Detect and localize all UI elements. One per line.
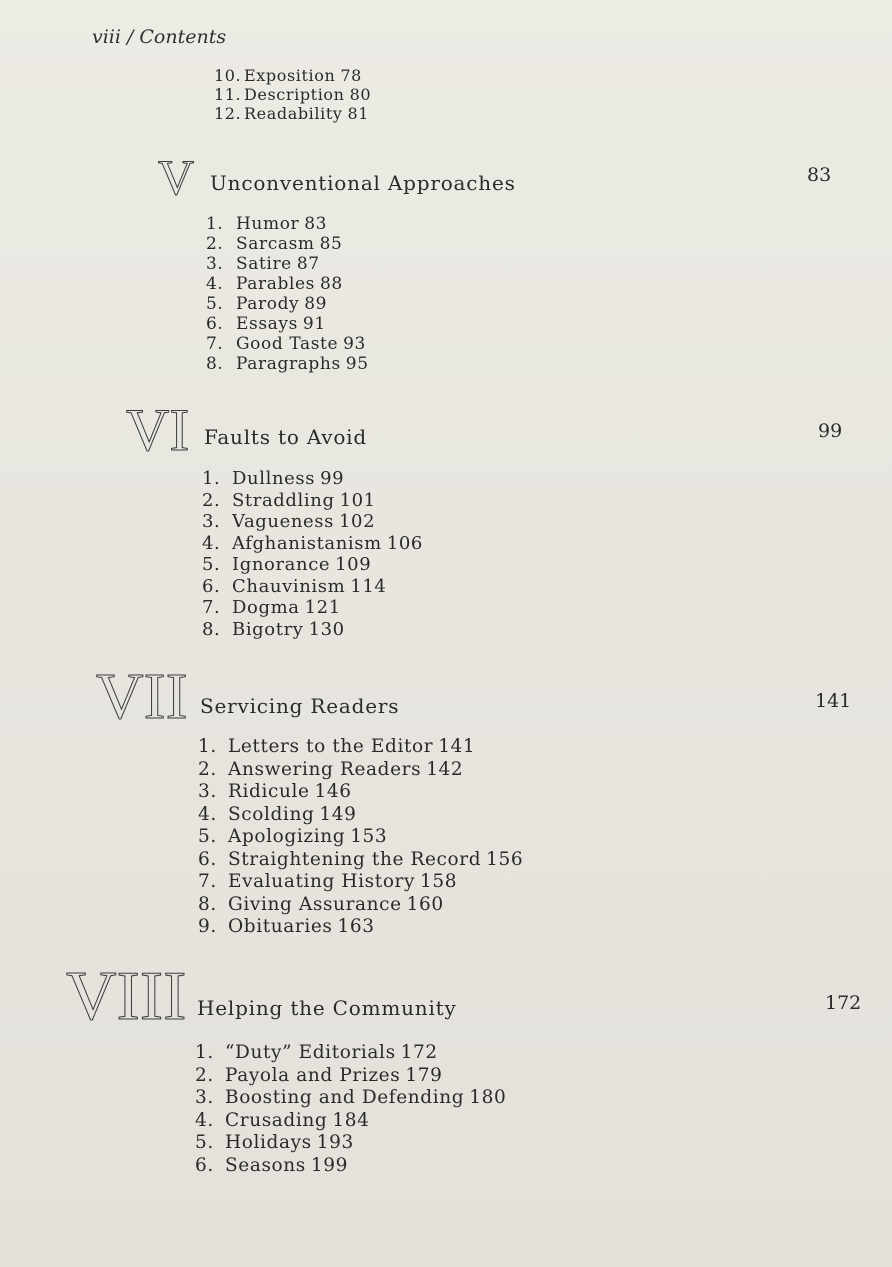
list-item: 5. Holidays 193: [195, 1132, 354, 1153]
list-item: 6. Chauvinism 114: [202, 575, 387, 597]
part-viii-title: Helping the Community: [197, 996, 457, 1020]
list-item: 12. Readability 81: [214, 104, 370, 123]
part-viii-numeral: VIII: [66, 958, 187, 1035]
list-item: 7. Dogma 121: [202, 597, 341, 618]
list-item: 2. Straddling 101: [202, 489, 376, 511]
list-item: 4. Afghanistanism 106: [202, 532, 423, 554]
part-v-numeral: V: [158, 149, 195, 205]
list-item: 6. Seasons 199: [195, 1154, 349, 1176]
part-v-title: Unconventional Approaches: [210, 171, 516, 195]
part-vi-numeral: VI: [126, 397, 190, 463]
list-item: 10. Exposition 78: [214, 66, 362, 85]
part-vi-chapter-list: [202, 468, 423, 640]
list-item: 5. Parody 89: [206, 294, 328, 314]
list-item: 5. Ignorance 109: [202, 554, 372, 575]
list-item: 11. Description 80: [214, 85, 372, 104]
list-item: 3. Boosting and Defending 180: [195, 1087, 507, 1108]
part-vii-page: 141: [815, 690, 852, 712]
list-item: 4. Parables 88: [206, 274, 343, 294]
list-item: 6. Essays 91: [206, 314, 326, 334]
list-item: 9. Obituaries 163: [198, 916, 375, 937]
list-item: 8. Paragraphs 95: [206, 354, 369, 374]
part-viii-chapter-list: [195, 1042, 506, 1177]
list-item: 8. Giving Assurance 160: [198, 893, 444, 915]
header-roman-page: viii: [92, 26, 121, 48]
part-vi-title: Faults to Avoid: [204, 425, 367, 449]
list-item: 1. “Duty” Editorials 172: [195, 1042, 438, 1063]
list-item: 1. Dullness 99: [202, 468, 345, 489]
list-item: 3. Ridicule 146: [198, 781, 352, 802]
header-title: Contents: [139, 26, 227, 48]
part-vi-page: 99: [818, 420, 843, 442]
part-vii-numeral: VII: [96, 660, 188, 733]
part-viii-page: 172: [825, 992, 862, 1014]
list-item: 2. Answering Readers 142: [198, 758, 464, 780]
list-item: 4. Crusading 184: [195, 1109, 370, 1131]
list-item: 4. Scolding 149: [198, 803, 357, 825]
list-item: 1. Letters to the Editor 141: [198, 736, 476, 757]
header-separator: /: [126, 26, 134, 48]
part-vii-chapter-list: [198, 736, 523, 939]
list-item: 1. Humor 83: [206, 214, 328, 234]
list-item: 2. Sarcasm 85: [206, 234, 343, 254]
part-v-page: 83: [807, 164, 832, 186]
list-item: 7. Good Taste 93: [206, 334, 366, 354]
carry-over-list: [214, 66, 371, 123]
part-vii-title: Servicing Readers: [200, 694, 400, 718]
running-header: [92, 26, 226, 48]
list-item: 6. Straightening the Record 156: [198, 848, 524, 870]
list-item: 5. Apologizing 153: [198, 826, 388, 847]
list-item: 7. Evaluating History 158: [198, 871, 458, 892]
list-item: 3. Vagueness 102: [202, 511, 376, 532]
list-item: 2. Payola and Prizes 179: [195, 1064, 443, 1086]
part-v-chapter-list: [206, 214, 369, 374]
list-item: 3. Satire 87: [206, 254, 320, 274]
list-item: 8. Bigotry 130: [202, 618, 345, 640]
